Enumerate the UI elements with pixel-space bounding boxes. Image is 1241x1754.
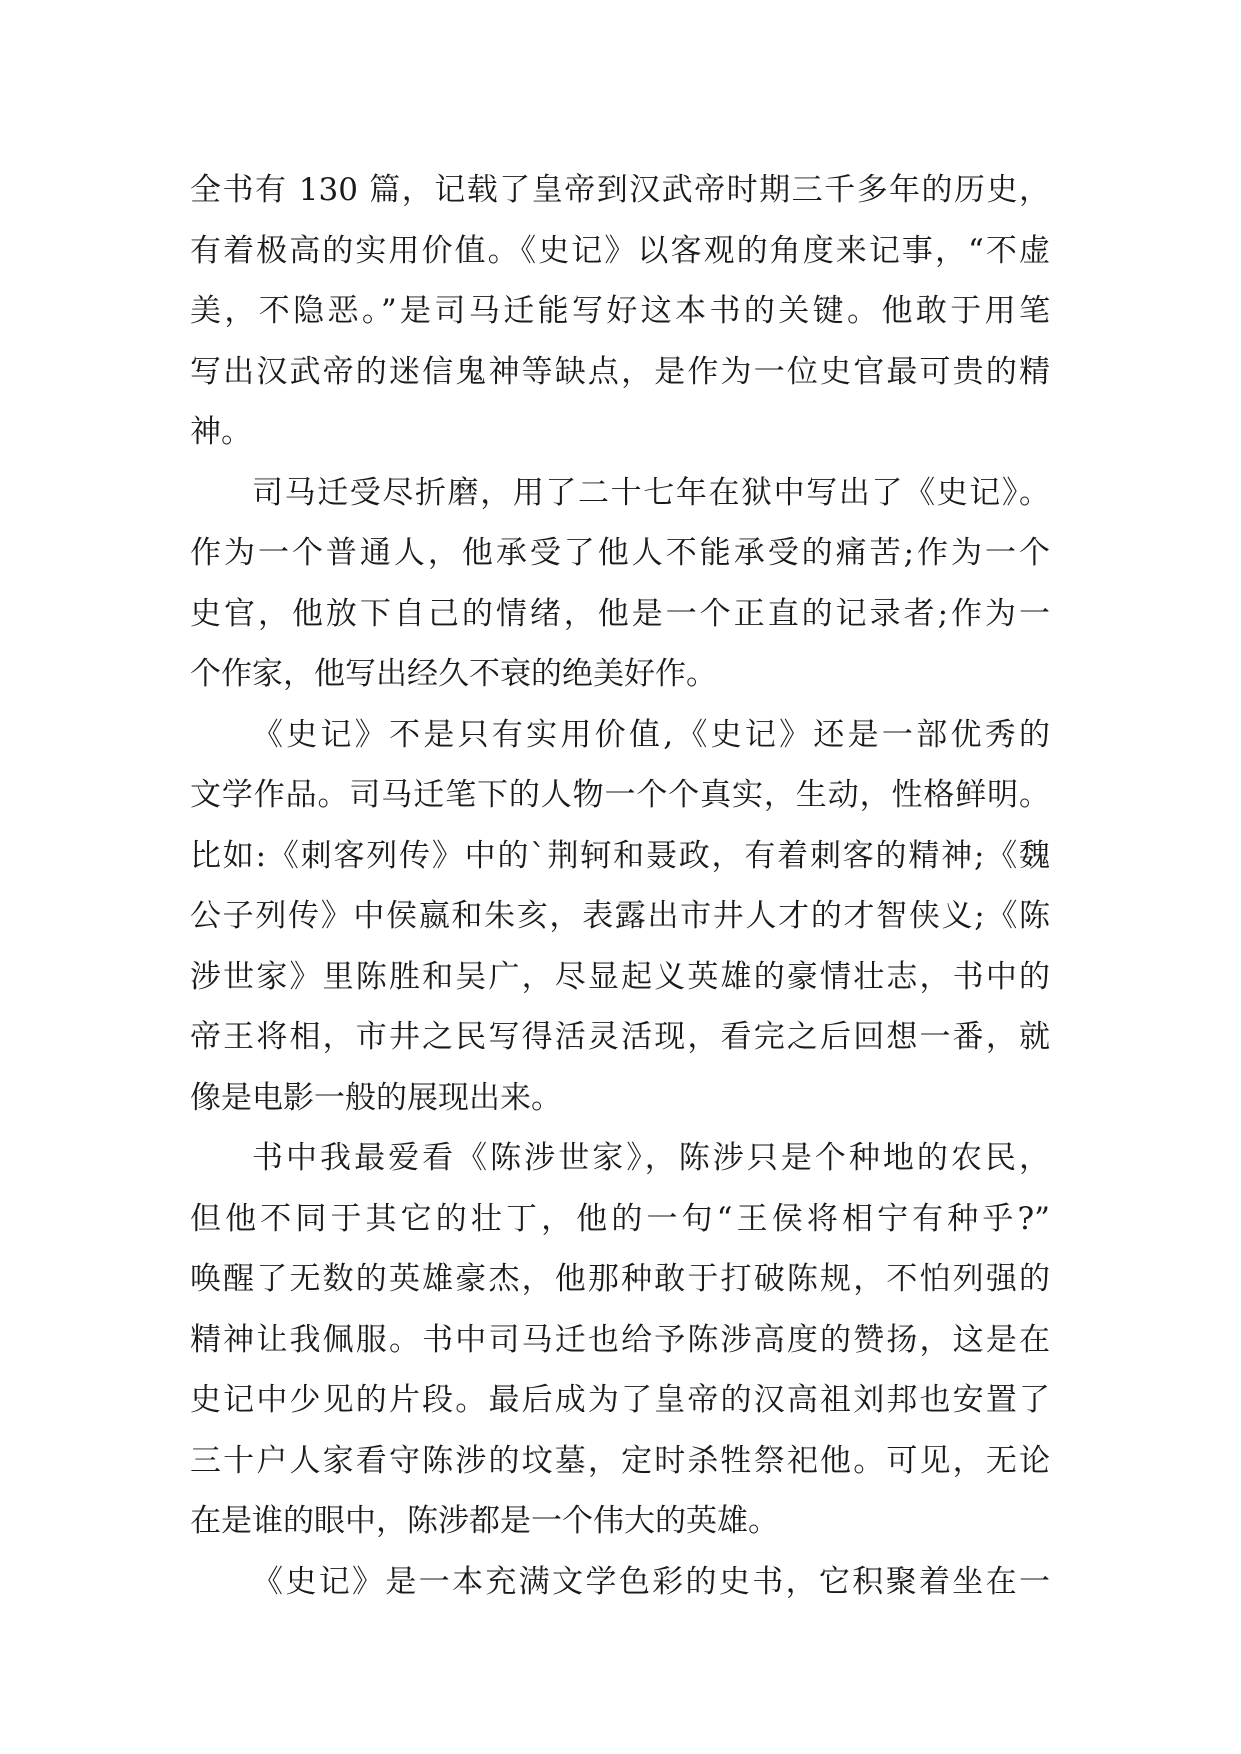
paragraph bbox=[190, 463, 1050, 705]
text-line: 司马迁受尽折磨，用了二十七年在狱中写出了《史记》。 bbox=[252, 474, 1050, 511]
text-line: 帝王将相，市井之民写得活灵活现，看完之后回想一番，就 bbox=[190, 1019, 1050, 1055]
text-line: 精神让我佩服。书中司马迁也给予陈涉高度的赞扬，这是在 bbox=[190, 1321, 1050, 1358]
text-line: 涉世家》里陈胜和吴广，尽显起义英雄的豪情壮志，书中的 bbox=[190, 958, 1050, 995]
text-line: 个作家，他写出经久不衰的绝美好作。 bbox=[190, 656, 717, 692]
body-text bbox=[190, 160, 1050, 1612]
text-line: 书中我最爱看《陈涉世家》，陈涉只是个种地的农民， bbox=[252, 1140, 1050, 1176]
text-line: 但他不同于其它的壮丁，他的一句“王侯将相宁有种乎?” bbox=[190, 1200, 1050, 1237]
text-line: 全书有 130 篇，记载了皇帝到汉武帝时期三千多年的历史， bbox=[190, 172, 1050, 208]
text-line: 在是谁的眼中，陈涉都是一个伟大的英雄。 bbox=[190, 1503, 779, 1539]
text-line: 唤醒了无数的英雄豪杰，他那种敢于打破陈规，不怕列强的 bbox=[190, 1261, 1050, 1297]
paragraph bbox=[190, 1552, 1050, 1613]
text-line: 《史记》是一本充满文学色彩的史书，它积聚着坐在一 bbox=[252, 1563, 1050, 1600]
text-line: 文学作品。司马迁笔下的人物一个个真实，生动，性格鲜明。 bbox=[190, 777, 1050, 813]
text-line: 写出汉武帝的迷信鬼神等缺点，是作为一位史官最可贵的精 bbox=[190, 353, 1050, 390]
text-line: 比如:《刺客列传》中的`荆轲和聂政，有着刺客的精神;《魏 bbox=[190, 837, 1050, 874]
text-line: 作为一个普通人，他承受了他人不能承受的痛苦;作为一个 bbox=[190, 535, 1050, 571]
paragraph bbox=[190, 705, 1050, 1129]
text-line: 《史记》不是只有实用价值,《史记》还是一部优秀的 bbox=[252, 716, 1050, 753]
text-line: 三十户人家看守陈涉的坟墓，定时杀牲祭祀他。可见，无论 bbox=[190, 1442, 1050, 1479]
text-line: 有着极高的实用价值。《史记》以客观的角度来记事，“不虚 bbox=[190, 232, 1050, 269]
text-line: 史官，他放下自己的情绪，他是一个正直的记录者;作为一 bbox=[190, 595, 1050, 632]
paragraph bbox=[190, 1128, 1050, 1552]
paragraph bbox=[190, 160, 1050, 463]
text-line: 神。 bbox=[190, 414, 252, 450]
text-line: 史记中少见的片段。最后成为了皇帝的汉高祖刘邦也安置了 bbox=[190, 1382, 1050, 1418]
text-line: 美，不隐恶。”是司马迁能写好这本书的关键。他敢于用笔 bbox=[190, 293, 1050, 329]
text-line: 像是电影一般的展现出来。 bbox=[190, 1079, 562, 1116]
text-line: 公子列传》中侯嬴和朱亥，表露出市井人才的才智侠义;《陈 bbox=[190, 898, 1050, 934]
